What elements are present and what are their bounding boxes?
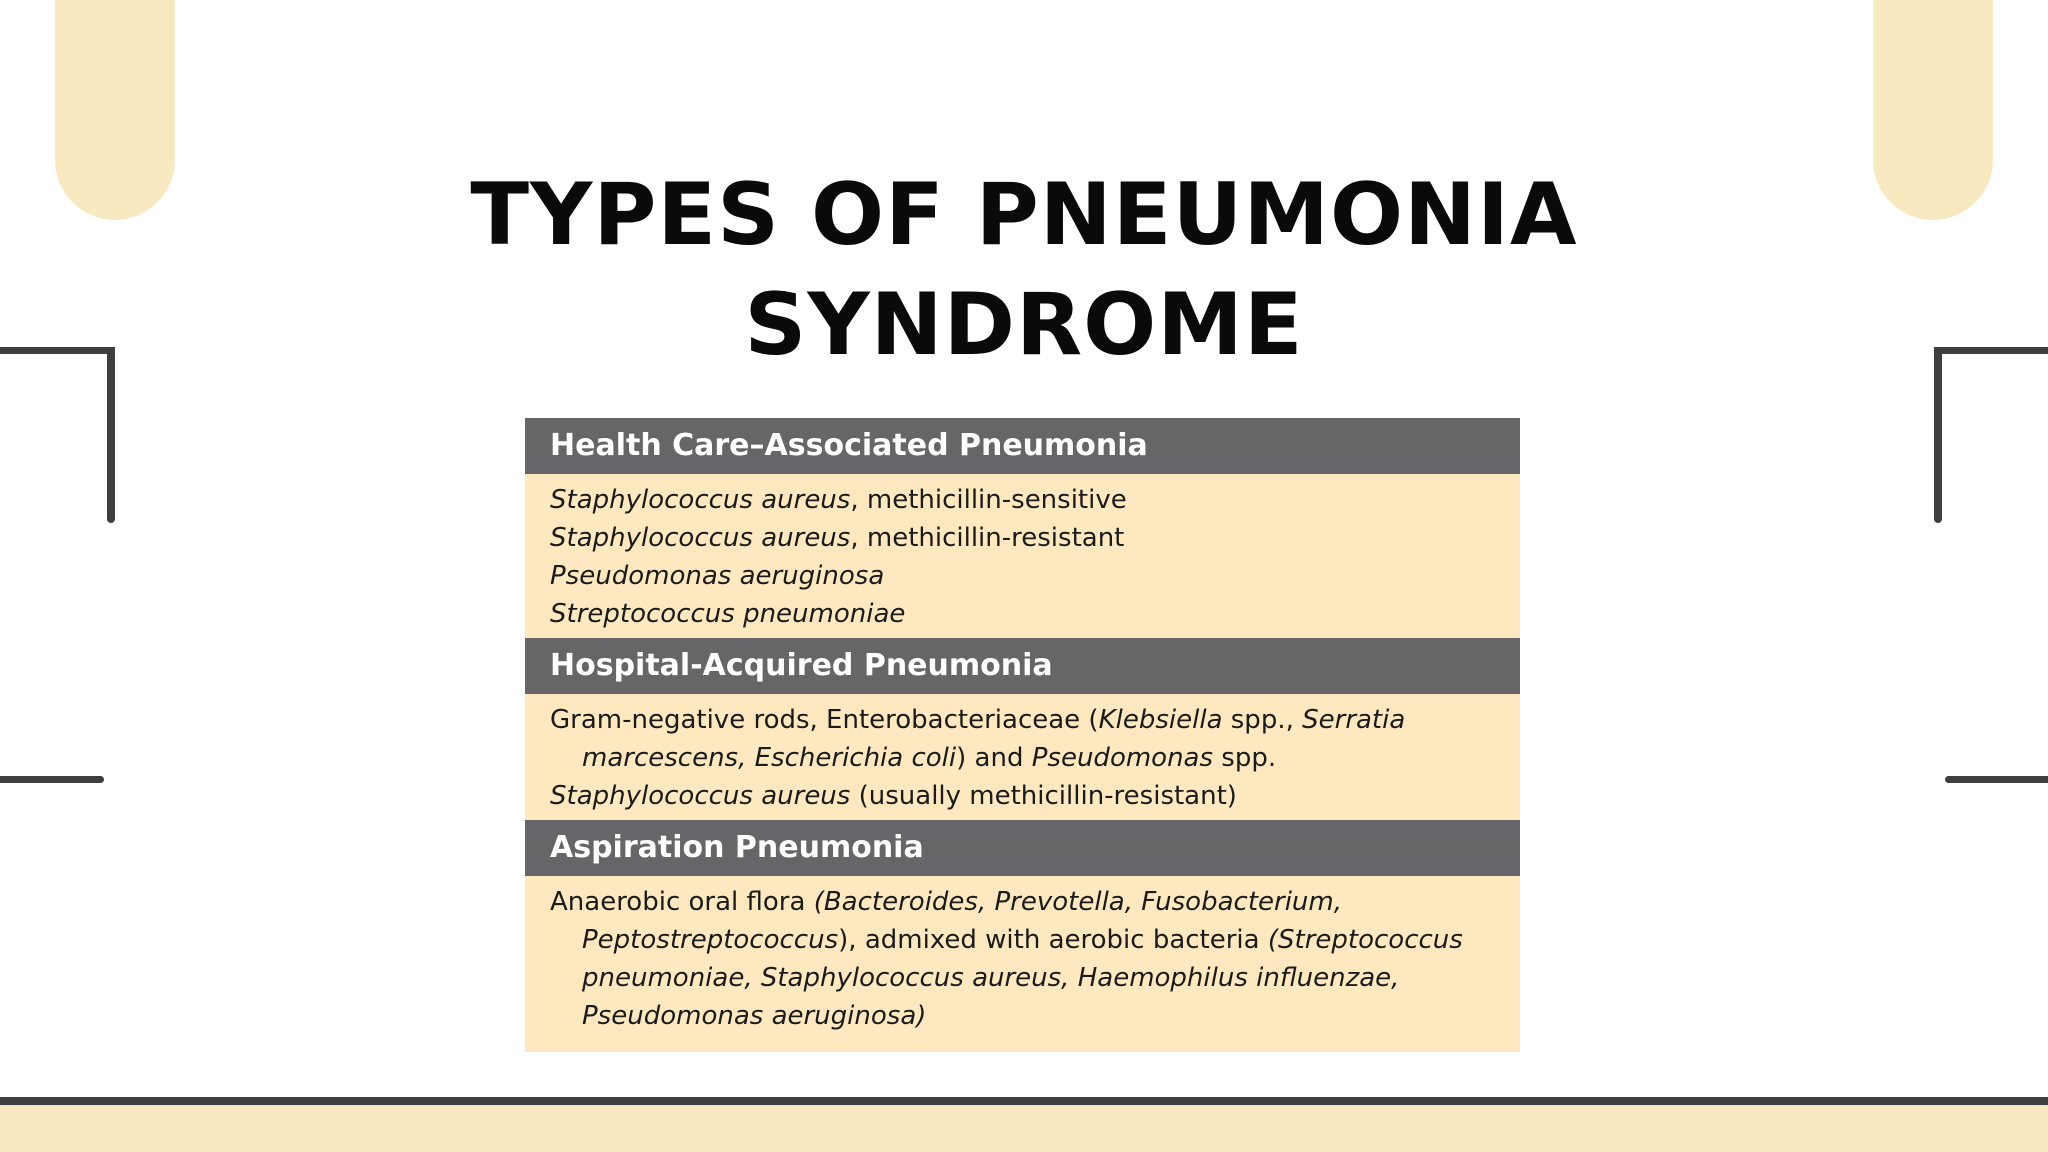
bottom-decorative-band xyxy=(0,1105,2048,1152)
section-header: Health Care–Associated Pneumonia xyxy=(525,418,1520,474)
text-run: , methicillin-sensitive xyxy=(850,485,1127,515)
section-header: Aspiration Pneumonia xyxy=(525,820,1520,876)
section-header: Hospital-Acquired Pneumonia xyxy=(525,638,1520,694)
italic-text-run: Staphylococcus aureus xyxy=(550,485,851,515)
pneumonia-types-table xyxy=(525,418,1520,1052)
right-mid-line xyxy=(1945,776,2048,783)
text-run: spp., xyxy=(1222,705,1303,735)
text-run: Gram-negative rods, Enterobacteriaceae ( xyxy=(550,705,1099,735)
text-run: Anaerobic oral flora xyxy=(550,887,814,917)
text-run: spp. xyxy=(1213,743,1277,773)
table-line xyxy=(550,557,1495,595)
italic-text-run: pneumoniae, Staphylococcus aureus, Haemophilus influenzae, xyxy=(582,963,1400,993)
italic-text-run: Pseudomonas aeruginosa xyxy=(550,561,885,591)
italic-text-run: marcescens, Escherichia coli xyxy=(582,743,957,773)
section-body xyxy=(525,474,1520,638)
table-line xyxy=(550,959,1495,997)
text-run: ) and xyxy=(956,743,1032,773)
table-line xyxy=(550,997,1495,1035)
slide-title-line-2: SYNDROME xyxy=(744,275,1304,375)
text-run: , methicillin-resistant xyxy=(850,523,1125,553)
table-line xyxy=(550,777,1495,815)
italic-text-run: Staphylococcus aureus xyxy=(550,523,851,553)
italic-text-run: Serratia xyxy=(1302,705,1406,735)
italic-text-run: Pseudomonas aeruginosa) xyxy=(582,1001,927,1031)
table-line xyxy=(550,519,1495,557)
italic-text-run: Klebsiella xyxy=(1098,705,1223,735)
text-run: ), admixed with aerobic bacteria xyxy=(838,925,1268,955)
table-line xyxy=(550,739,1495,777)
table-section-health-care-associated xyxy=(525,418,1520,638)
table-section-hospital-acquired xyxy=(525,638,1520,820)
text-run: (usually methicillin-resistant) xyxy=(850,781,1237,811)
table-line xyxy=(550,883,1495,921)
italic-text-run: (Bacteroides, Prevotella, Fusobacterium, xyxy=(813,887,1342,917)
slide-title xyxy=(0,160,2048,380)
table-line xyxy=(550,921,1495,959)
italic-text-run: (Streptococcus xyxy=(1267,925,1463,955)
left-mid-line xyxy=(0,776,104,783)
table-line xyxy=(550,701,1495,739)
italic-text-run: Staphylococcus aureus xyxy=(550,781,851,811)
section-body xyxy=(525,876,1520,1040)
section-body xyxy=(525,694,1520,820)
italic-text-run: Streptococcus pneumoniae xyxy=(550,599,906,629)
italic-text-run: Peptostreptococcus xyxy=(582,925,839,955)
italic-text-run: Pseudomonas xyxy=(1031,743,1214,773)
slide-title-line-1: TYPES OF PNEUMONIA xyxy=(470,165,1578,265)
table-line xyxy=(550,595,1495,633)
table-line xyxy=(550,481,1495,519)
table-section-aspiration xyxy=(525,820,1520,1040)
